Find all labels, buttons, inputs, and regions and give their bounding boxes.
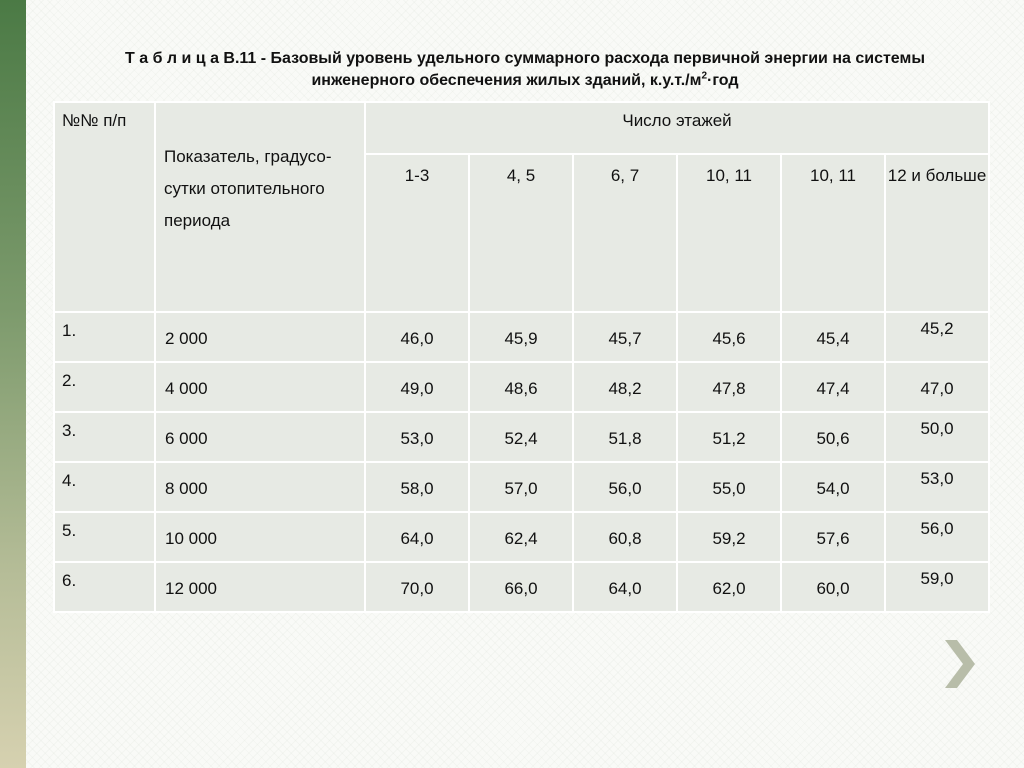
row-index: 6.: [54, 562, 155, 612]
row-value: 45,9: [469, 312, 573, 362]
row-value: 48,2: [573, 362, 677, 412]
row-index: 2.: [54, 362, 155, 412]
row-index: 1.: [54, 312, 155, 362]
row-value: 56,0: [573, 462, 677, 512]
floor-col-header: 6, 7: [573, 154, 677, 312]
row-value: 59,2: [677, 512, 781, 562]
header-param: Показатель, градусо-сутки отопительного периода: [155, 102, 365, 312]
row-value: 45,4: [781, 312, 885, 362]
floor-col-header: 12 и больше: [885, 154, 989, 312]
row-param: 8 000: [155, 462, 365, 512]
row-value: 47,4: [781, 362, 885, 412]
row-value: 66,0: [469, 562, 573, 612]
header-row-1: [54, 102, 989, 154]
row-value: 62,0: [677, 562, 781, 612]
title-line-2-end: ·год: [707, 72, 739, 89]
row-value: 53,0: [365, 412, 469, 462]
row-index: 5.: [54, 512, 155, 562]
row-value: 64,0: [365, 512, 469, 562]
decorative-left-band: [0, 0, 26, 768]
row-value: 60,8: [573, 512, 677, 562]
title-line-2: инженерного обеспечения жилых зданий, к.у.т./м: [311, 72, 702, 89]
row-value: 47,0: [885, 362, 989, 412]
title-superscript: 2: [701, 70, 708, 82]
row-value: 46,0: [365, 312, 469, 362]
table-title: [60, 48, 990, 92]
row-value: 58,0: [365, 462, 469, 512]
table-row: [54, 512, 989, 562]
row-value: 56,0: [885, 512, 989, 562]
row-value: 60,0: [781, 562, 885, 612]
row-index: 3.: [54, 412, 155, 462]
row-value: 45,6: [677, 312, 781, 362]
row-param: 6 000: [155, 412, 365, 462]
row-value: 45,2: [885, 312, 989, 362]
row-value: 50,6: [781, 412, 885, 462]
row-param: 12 000: [155, 562, 365, 612]
table-row: [54, 312, 989, 362]
row-value: 57,0: [469, 462, 573, 512]
row-param: 10 000: [155, 512, 365, 562]
floor-col-header: 10, 11: [781, 154, 885, 312]
chevron-right-icon[interactable]: [942, 638, 978, 690]
row-value: 62,4: [469, 512, 573, 562]
row-value: 59,0: [885, 562, 989, 612]
row-value: 49,0: [365, 362, 469, 412]
table-row: [54, 412, 989, 462]
energy-table: [53, 101, 990, 613]
row-value: 51,2: [677, 412, 781, 462]
row-value: 57,6: [781, 512, 885, 562]
table-row: [54, 362, 989, 412]
row-value: 64,0: [573, 562, 677, 612]
row-value: 55,0: [677, 462, 781, 512]
table-row: [54, 562, 989, 612]
row-value: 52,4: [469, 412, 573, 462]
title-line-1: Т а б л и ц а В.11 - Базовый уровень удельного суммарного расхода первичной энергии на системы: [125, 50, 925, 67]
row-value: 53,0: [885, 462, 989, 512]
row-value: 51,8: [573, 412, 677, 462]
row-param: 4 000: [155, 362, 365, 412]
floor-col-header: 10, 11: [677, 154, 781, 312]
header-num: №№ п/п: [54, 102, 155, 312]
table-row: [54, 462, 989, 512]
row-value: 48,6: [469, 362, 573, 412]
header-floors: Число этажей: [365, 102, 989, 154]
row-param: 2 000: [155, 312, 365, 362]
row-value: 45,7: [573, 312, 677, 362]
row-value: 50,0: [885, 412, 989, 462]
row-value: 54,0: [781, 462, 885, 512]
row-value: 47,8: [677, 362, 781, 412]
floor-col-header: 4, 5: [469, 154, 573, 312]
floor-col-header: 1-3: [365, 154, 469, 312]
row-value: 70,0: [365, 562, 469, 612]
row-index: 4.: [54, 462, 155, 512]
